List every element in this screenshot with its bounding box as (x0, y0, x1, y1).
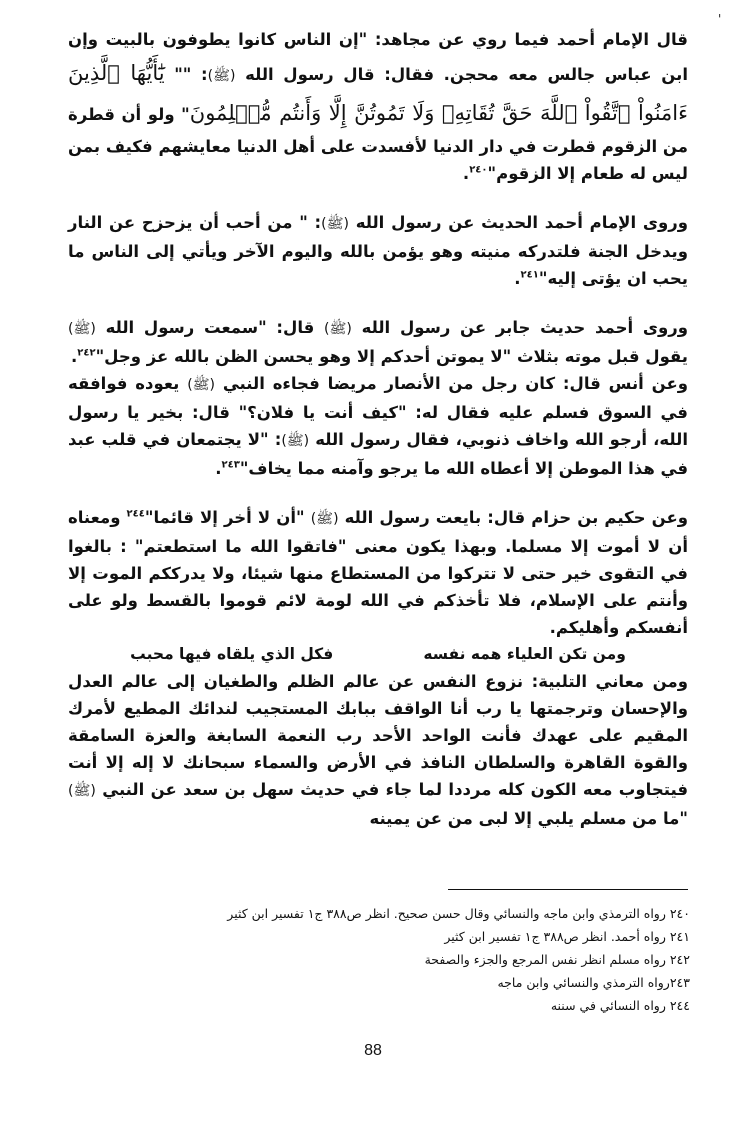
salutation-mark: (ﷺ) (281, 433, 310, 449)
footnote-divider (448, 889, 688, 890)
paragraph-text: قال الإمام أحمد فيما روي عن مجاهد: "إن الناس كانوا يطوفون بالبيت وإن ابن عباس جالس معه محجن. فقال: قال رسول الله (68, 30, 689, 84)
salutation-mark: (ﷺ) (187, 377, 216, 393)
paragraph-text: ومن معاني التلبية: نزوع النفس عن عالم الظلم والطغيان إلى عالم العدل والإحسان وترجمتها يا رب أنا الواقف ببابك المستجيب لندائك المطيع لأمرك المقيم على عهدك فأنت الواحد الأحد رب النعمة السابغة والعزة السامقة والقوة القاهرة والسلطان النافذ في الأرض والسماء سبحانك لا إله إلا أنت فيتجاوب معه الكون كله مرددا لما جاء في حديث سهل بن سعد عن النبي (68, 672, 688, 799)
paragraph-text: وعن حكيم بن حزام قال: بايعت رسول الله (344, 508, 688, 527)
paragraph-end: . (215, 459, 222, 478)
paragraph-text: : " من أحب أن يزحزح عن النار ويدخل الجنة فلتدركه منيته وهو يؤمن بالله واليوم الآخر ويأتي إلى الناس ما يحب ان يؤتى إليه" (68, 213, 688, 288)
paragraph-hakim (68, 504, 688, 641)
quran-verse: يَٰٓأَيُّهَا ٱلَّذِينَ ءَامَنُواْ ٱتَّقُواْ ٱللَّهَ حَقَّ تُقَاتِهِۦ وَلَا تَمُوتُنَّ إِلَّا وَأَنتُم مُّسۡلِمُونَ (68, 61, 688, 125)
salutation-mark: (ﷺ) (310, 511, 339, 527)
paragraph-end: . (462, 164, 470, 183)
footnote-item: ٢٤٢ رواه مسلم انظر نفس المرجع والجزء والصفحة (424, 952, 690, 967)
paragraph-text: ومعناه أن لا أموت إلا مسلما. وبهذا يكون معنى "فاتقوا الله ما استطعتم" : بالغوا في التقوى خير حتى لا تتركوا من المستطاع منها شيئا، ولا يدرككم الموت إلا وأنتم على الإسلام، فلا تأخذكم في الله لومة لائم قوموا بالقسط ولو على أنفسكم وأهليكم. (68, 508, 688, 637)
salutation-mark: (ﷺ) (68, 321, 96, 337)
poetry-hemistich-second: فكل الذي يلقاه فيها محبب (130, 645, 334, 663)
salutation-mark: (ﷺ) (68, 783, 96, 799)
corner-mark: ' (718, 12, 722, 26)
salutation-mark: (ﷺ) (321, 216, 349, 232)
paragraph-ahmad-hadith (68, 209, 688, 292)
paragraph-text: وروى أحمد حديث جابر عن رسول الله (361, 318, 688, 337)
paragraph-jabir (68, 314, 688, 370)
paragraph-text: يقول قبل موته بثلاث "لا يموتن أحدكم إلا وهو يحسن الظن بالله عز وجل" (95, 347, 688, 366)
paragraph-text: " ولو أن قطرة من الزقوم قطرت في دار الدنيا لأفسدت على أهل الدنيا معايشهم فكيف بمن ليس له طعام إلا الزقوم" (68, 105, 688, 183)
paragraph-text: "ما من مسلم يلبي إلا لبى من عن يمينه (369, 809, 688, 828)
footnote-ref: ٢٤١ (520, 269, 539, 281)
footnote-item: ٢٤١ رواه أحمد. انظر ص٣٨٨ ج١ تفسير ابن كثير (444, 929, 690, 944)
main-text (68, 26, 688, 832)
footnote-item: ٢٤٠ رواه الترمذي وابن ماجه والنسائي وقال حسن صحيح. انظر ص٣٨٨ ج١ تفسير ابن كثير (227, 906, 690, 921)
footnote-item: ٢٤٤ رواه النسائي في سننه (550, 998, 690, 1013)
paragraph-talbiya (68, 668, 688, 832)
paragraph-text: يعوده فوافقه في السوق فسلم عليه فقال له: "كيف أنت يا فلان؟" قال: بخير يا رسول الله، أرجو الله واخاف ذنوبي، فقال رسول الله (68, 374, 688, 449)
footnote-ref: ٢٤٢ (77, 347, 96, 359)
salutation-mark: (ﷺ) (207, 68, 236, 84)
footnotes (227, 902, 690, 1017)
paragraph-text: وعن أنس قال: كان رجل من الأنصار مريضا فجاءه النبي (222, 374, 689, 393)
footnote-ref: ٢٤٠ (469, 164, 488, 176)
page-number: 88 (364, 1042, 382, 1059)
paragraph-text: قال: "سمعت رسول الله (105, 318, 325, 337)
paragraph-text: : "لا يجتمعان في قلب عبد في هذا الموطن إلا أعطاه الله ما يرجو وآمنه مما يخاف" (68, 430, 688, 478)
poetry-verse (68, 641, 688, 668)
paragraph-end: . (514, 269, 521, 288)
salutation-mark: (ﷺ) (324, 321, 352, 337)
paragraph-end: . (70, 347, 78, 366)
footnote-item: ٢٤٣رواه الترمذي والنسائي وابن ماجه (497, 975, 690, 990)
paragraph-text: "أن لا أخر إلا قائما" (144, 508, 311, 527)
footnote-ref: ٢٤٣ (221, 459, 240, 471)
footnote-ref: ٢٤٤ (126, 508, 145, 520)
paragraph-mujahid (68, 26, 688, 187)
paragraph-anas (68, 370, 688, 482)
paragraph-text: وروى الإمام أحمد الحديث عن رسول الله (355, 213, 688, 232)
poetry-hemistich-first: ومن تكن العلياء همه نفسه (423, 645, 626, 663)
paragraph-text: : "" (174, 65, 208, 84)
